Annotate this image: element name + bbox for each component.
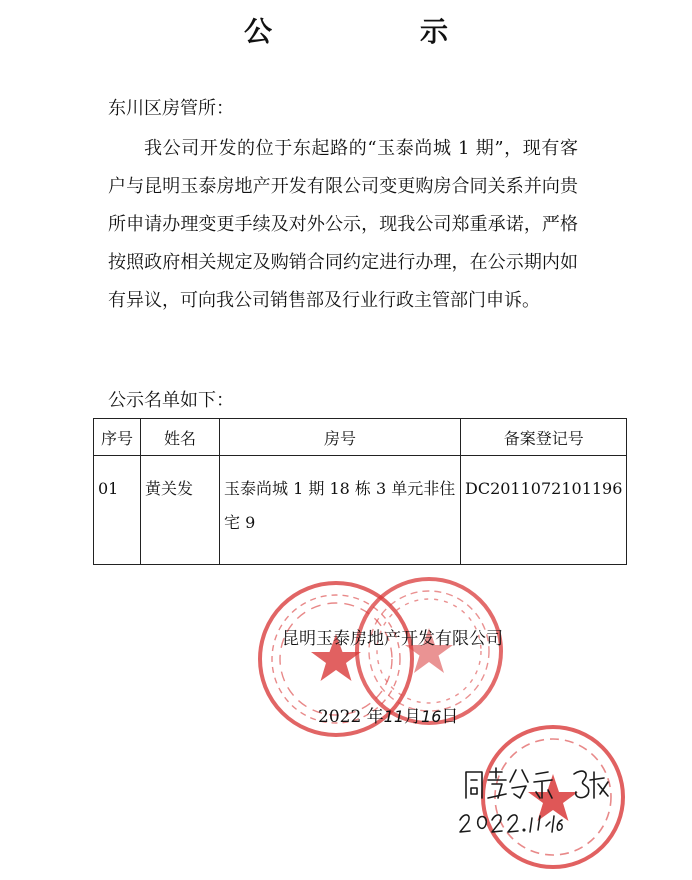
date-day: 16: [421, 707, 442, 726]
table-row: [94, 456, 627, 565]
handwritten-approval-signature: [462, 764, 622, 804]
date-suffix: 日: [441, 707, 459, 727]
cell-room: 玉泰尚城 1 期 18 栋 3 单元非住宅 9: [220, 456, 461, 565]
list-label: 公示名单如下：: [108, 390, 234, 411]
cell-name: 黄关发: [141, 456, 220, 565]
cell-seq: 01: [94, 456, 141, 565]
company-name: 昆明玉泰房地产开发有限公司: [282, 629, 503, 649]
table-header-row: [94, 419, 627, 456]
page-title: 公 示: [243, 15, 508, 48]
date-mid: 月: [404, 707, 422, 727]
addressee: 东川区房管所：: [108, 98, 234, 119]
date-prefix: 2022 年: [318, 707, 384, 727]
date-month: 11: [383, 707, 405, 726]
notice-table: [93, 418, 627, 565]
header-room: 房号: [220, 419, 461, 456]
notice-body: 我公司开发的位于东起路的“玉泰尚城 1 期”，现有客户与昆明玉泰房地产开发有限公司变更购房合同关系并向贵所申请办理变更手续及对外公示，现我公司郑重承诺，严格按照政府相关规定及购销合同约定进行办理，在公示期内如有异议，可向我公司销售部及行业行政主管部门申诉。: [108, 138, 578, 311]
header-reg-no: 备案登记号: [461, 419, 627, 456]
header-seq: 序号: [94, 419, 141, 456]
header-name: 姓名: [141, 419, 220, 456]
handwritten-date-signature: [456, 806, 566, 840]
cell-reg-no: DC2011072101196: [461, 456, 627, 565]
signature-date: [318, 702, 458, 727]
